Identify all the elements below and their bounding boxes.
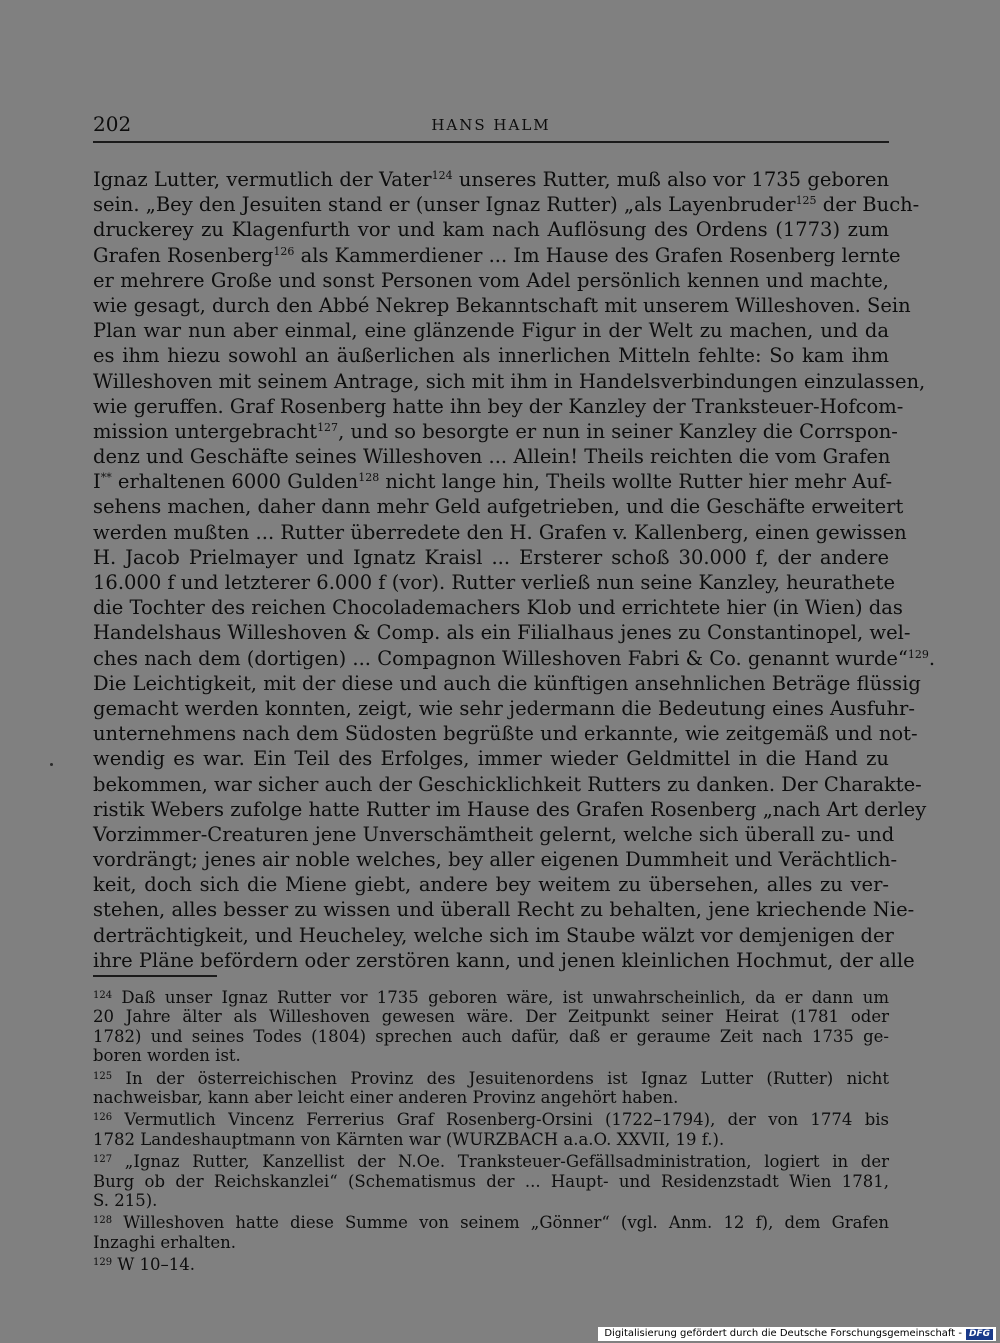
text-segment: er mehrere Große und sonst Personen vom Adel persönlich kennen und machte, (93, 268, 889, 292)
text-segment: Vorzimmer-Creaturen jene Unverschämtheit gelernt, welche sich überall zu- und (93, 822, 895, 846)
text-line (93, 847, 898, 872)
running-head: HANS HALM (431, 116, 551, 134)
footnote-line (93, 988, 889, 1007)
footnote-number: 127 (93, 1154, 113, 1166)
text-segment: Plan war nun aber einmal, eine glänzende Figur in der Welt zu machen, und da (93, 319, 889, 343)
footnote-line (93, 1172, 889, 1191)
footnote-text: S. 215). (93, 1191, 158, 1211)
footnote (93, 1255, 889, 1274)
footnote-line (93, 1046, 889, 1065)
footnote-line (93, 1007, 889, 1026)
text-segment: Handelshaus Willeshoven & Comp. als ein Filialhaus jenes zu Constantinopel, wel- (93, 621, 911, 645)
footnote-line (93, 1233, 889, 1252)
footnote-text: 1782) und seines Todes (1804) sprechen auch dafür, daß er geraume Zeit nach 1735 ge- (93, 1026, 889, 1046)
text-line (93, 620, 911, 645)
text-segment: vordrängt; jenes air noble welches, bey aller eigenen Dummheit und Verächtlich- (93, 848, 898, 872)
text-segment: keit, doch sich die Miene giebt, andere bey weitem zu übersehen, alles zu ver- (93, 873, 889, 897)
text-line (93, 293, 911, 318)
footnote-number: 124 (93, 990, 113, 1001)
text-line (93, 444, 889, 469)
text-line (93, 772, 922, 797)
text-segment: nicht lange hin, Theils wollte Rutter hier mehr Auf- (379, 470, 893, 494)
text-line (93, 318, 889, 343)
text-segment: Willeshoven mit seinem Antrage, sich mit ihm in Handelsverbindungen einzulassen, (93, 369, 926, 393)
text-segment: wendig es war. Ein Teil des Erfolges, immer wieder Geldmittel in die Hand zu (93, 747, 889, 771)
footnote-text: Willeshoven hatte diese Summe von seinem „Gönner“ (vgl. Anm. 12 f), dem Grafen (123, 1213, 889, 1233)
page-header (93, 112, 889, 142)
footnote-ref: 126 (273, 244, 295, 258)
text-segment: der Buch- (816, 193, 920, 217)
footnote-line (93, 1152, 889, 1171)
footnote-text: nachweisbar, kann aber leicht einer anderen Provinz angehört haben. (93, 1088, 679, 1108)
text-segment: wie gesagt, durch den Abbé Nekrep Bekanntschaft mit unserem Willeshoven. Sein (93, 293, 911, 317)
footnote-text: 1782 Landeshauptmann von Kärnten war (WURZBACH a.a.O. XXVII, 19 f.). (93, 1129, 725, 1149)
text-segment: unseres Rutter, muß also vor 1735 geboren (452, 168, 890, 191)
text-segment: wie geruffen. Graf Rosenberg hatte ihn bey der Kanzley der Tranksteuer-Hofcom- (93, 394, 904, 418)
credit-text: Digitalisierung gefördert durch die Deutsche Forschungsgemeinschaft - (604, 1328, 962, 1339)
text-line (93, 822, 895, 847)
text-segment: , und so besorgte er nun in seiner Kanzley die Corrspon- (338, 419, 898, 443)
main-text (93, 167, 936, 973)
text-segment: denz und Geschäfte seines Willeshoven ... Allein! Theils reichten die vom Grafen (93, 445, 891, 469)
footnote-number: 129 (93, 1257, 113, 1269)
footnote-text: boren worden ist. (93, 1046, 241, 1066)
text-segment: druckerey zu Klagenfurth vor und kam nach Auflösung des Ordens (1773) zum (93, 218, 889, 242)
dfg-logo: DFG (966, 1329, 993, 1340)
footnote-rule (93, 975, 217, 977)
footnote (93, 1152, 889, 1210)
footnote-text: Vermutlich Vincenz Ferrerius Graf Rosenberg-Orsini (1722–1794), der von 1774 bis (124, 1110, 890, 1130)
text-line (93, 268, 889, 293)
text-line (93, 167, 889, 192)
text-segment: Grafen Rosenberg (93, 243, 274, 267)
text-segment: derträchtigkeit, und Heucheley, welche sich im Staube wälzt vor demjenigen der (93, 923, 894, 947)
text-line (93, 343, 889, 368)
footnote-ref: 128 (358, 471, 380, 485)
page-number: 202 (93, 112, 132, 136)
text-line (93, 494, 904, 519)
footnote-text: Daß unser Ignaz Rutter vor 1735 geboren wäre, ist unwahrscheinlich, da er dann um (121, 988, 889, 1007)
text-line (93, 520, 907, 545)
text-segment: unternehmens nach dem Südosten begrüßte und erkannte, wie zeitgemäß und not- (93, 722, 918, 746)
footnote-line (93, 1191, 889, 1210)
text-segment: I (93, 470, 101, 494)
footnote-line (93, 1110, 889, 1129)
text-line (93, 570, 896, 595)
text-line (93, 369, 926, 394)
text-segment: . (928, 646, 936, 670)
text-line (93, 217, 889, 242)
footnote-line (93, 1213, 889, 1232)
text-line (93, 192, 920, 217)
footnote-text: W 10–14. (117, 1255, 196, 1275)
text-segment: mission untergebracht (93, 419, 318, 443)
text-segment: Ignaz Lutter, vermutlich der Vater (93, 168, 432, 191)
text-line (93, 746, 889, 771)
text-line (93, 646, 936, 671)
footnote-ref: 127 (317, 420, 339, 434)
footnote (93, 1110, 889, 1149)
text-segment: Die Leichtigkeit, mit der diese und auch die künftigen ansehnlichen Beträge flüssig (93, 671, 921, 695)
text-segment: H. Jacob Prielmayer und Ignatz Kraisl ... Ersterer schoß 30.000 f, der andere (93, 545, 889, 569)
footnote-ref: ** (100, 471, 112, 485)
footnote-ref: 125 (795, 194, 817, 208)
footnote-number: 126 (93, 1112, 113, 1124)
text-line (93, 797, 927, 822)
text-segment: ristik Webers zufolge hatte Rutter im Hause des Grafen Rosenberg „nach Art derley (93, 797, 927, 821)
text-segment: werden mußten ... Rutter überredete den H. Grafen v. Kallenberg, einen gewissen (93, 520, 907, 544)
text-line (93, 595, 903, 620)
footnotes (93, 988, 889, 1278)
text-segment: sehens machen, daher dann mehr Geld aufgetrieben, und die Geschäfte erweitert (93, 495, 904, 519)
text-segment: sein. „Bey den Jesuiten stand er (unser Ignaz Rutter) „als Layenbruder (93, 193, 796, 217)
footnote-line (93, 1069, 889, 1088)
text-segment: erhaltenen 6000 Gulden (111, 470, 359, 494)
text-line (93, 469, 893, 494)
footnote-text: „Ignaz Rutter, Kanzellist der N.Oe. Tranksteuer-Gefällsadministration, logiert in der (124, 1152, 889, 1172)
footnote-text: Inzaghi erhalten. (93, 1232, 237, 1252)
footnote (93, 1213, 889, 1252)
text-segment: die Tochter des reichen Chocolademachers Klob und errichtete hier (in Wien) das (93, 596, 903, 620)
text-segment: bekommen, war sicher auch der Geschicklichkeit Rutters zu danken. Der Charakte- (93, 772, 922, 796)
footnote-text: Burg ob der Reichskanzlei“ (Schematismus der ... Haupt- und Residenzstadt Wien 1781, (93, 1171, 889, 1191)
footnote (93, 1069, 889, 1108)
footnote-line (93, 1088, 889, 1107)
header-rule (93, 141, 889, 143)
footnote-ref: 124 (431, 169, 453, 182)
text-segment: stehen, alles besser zu wissen und überall Recht zu behalten, jene kriechende Nie- (93, 898, 915, 922)
footnote-ref: 129 (907, 647, 929, 661)
text-line (93, 394, 904, 419)
text-segment: gemacht werden konnten, zeigt, wie sehr jedermann die Bedeutung eines Ausfuhr- (93, 696, 915, 720)
text-line (93, 923, 894, 948)
scan-speck (50, 763, 53, 766)
text-line (93, 721, 918, 746)
text-line (93, 243, 901, 268)
text-segment: als Kammerdiener ... Im Hause des Grafen Rosenberg lernte (294, 243, 901, 267)
footnote-line (93, 1130, 889, 1149)
text-line (93, 419, 898, 444)
footnote-number: 128 (93, 1215, 113, 1227)
text-line (93, 872, 889, 897)
footnote-number: 125 (93, 1070, 113, 1082)
text-line (93, 696, 915, 721)
text-line (93, 545, 889, 570)
footnote-line (93, 1255, 889, 1274)
text-segment: ihre Pläne befördern oder zerstören kann, und jenen kleinlichen Hochmut, der alle (93, 948, 915, 972)
text-segment: ches nach dem (dortigen) ... Compagnon Willeshoven Fabri & Co. genannt wurde“ (93, 646, 908, 670)
text-segment: es ihm hiezu sowohl an äußerlichen als innerlichen Mitteln fehlte: So kam ihm (93, 344, 889, 368)
footnote (93, 988, 889, 1066)
text-line (93, 948, 915, 973)
text-segment: 16.000 f und letzterer 6.000 f (vor). Rutter verließ nun seine Kanzley, heurathete (93, 571, 896, 594)
text-line (93, 897, 915, 922)
text-line (93, 671, 921, 696)
footnote-text: In der österreichischen Provinz des Jesuitenordens ist Ignaz Lutter (Rutter) nicht (125, 1068, 889, 1088)
footnote-line (93, 1027, 889, 1046)
digitization-credit (598, 1327, 996, 1341)
footnote-text: 20 Jahre älter als Willeshoven gewesen wäre. Der Zeitpunkt seiner Heirat (1781 oder (93, 1007, 889, 1027)
